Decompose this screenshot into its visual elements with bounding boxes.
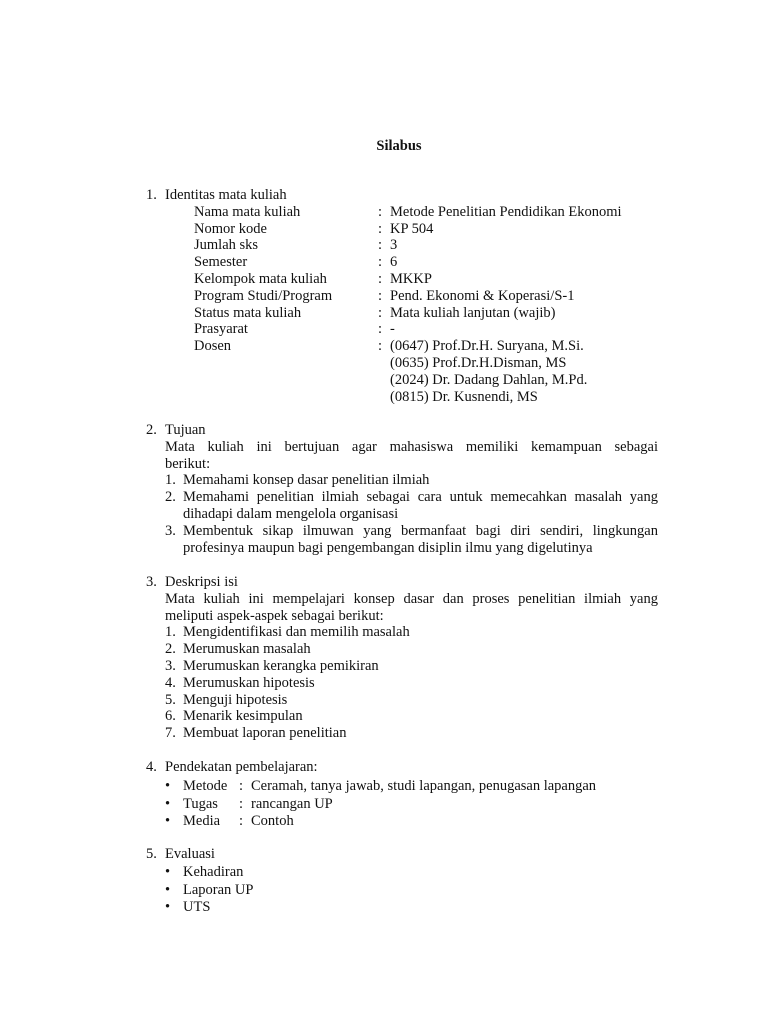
section-heading	[146, 846, 658, 863]
bullet-item	[165, 882, 658, 899]
section-number: 4.	[146, 759, 157, 775]
identity-label: Prasyarat	[194, 321, 248, 338]
bullet-label: Tugas	[183, 795, 218, 812]
bullet-value: rancangan UP	[251, 795, 333, 812]
bullet-item	[165, 778, 658, 795]
identity-row	[194, 204, 658, 221]
identity-value: MKKP	[390, 270, 432, 287]
list-number: 1.	[165, 472, 176, 489]
bullet-icon: •	[165, 863, 171, 880]
colon: :	[378, 321, 383, 338]
section-pendekatan	[146, 759, 658, 830]
colon: :	[378, 254, 383, 271]
identity-row	[194, 254, 658, 271]
bullet-value: Contoh	[251, 813, 294, 830]
identity-row	[194, 321, 658, 338]
section-deskripsi	[146, 574, 658, 742]
identity-label: Nomor kode	[194, 220, 267, 237]
colon: :	[378, 237, 383, 254]
colon: :	[239, 777, 244, 794]
list-number: 2.	[165, 489, 176, 506]
identity-label	[194, 389, 378, 406]
bullet-text: UTS	[183, 899, 211, 916]
colon: :	[378, 220, 383, 237]
identity-value: (0635) Prof.Dr.H.Disman, MS	[390, 354, 567, 371]
list-number: 2.	[165, 641, 176, 658]
intro-line: Mata kuliah ini bertujuan agar mahasiswa memiliki kemampuan sebagai	[165, 438, 658, 455]
bullet-text: Laporan UP	[183, 881, 254, 898]
identity-value: (2024) Dr. Dadang Dahlan, M.Pd.	[390, 371, 588, 388]
list-item-text: Memahami konsep dasar penelitian ilmiah	[183, 472, 430, 489]
intro-line: Mata kuliah ini mempelajari konsep dasar dan proses penelitian ilmiah yang	[165, 590, 658, 607]
identity-row	[194, 338, 658, 355]
list-item-text: Merumuskan masalah	[183, 641, 311, 658]
bullet-text: Kehadiran	[183, 863, 244, 880]
list-item-text: profesinya maupun bagi pengembangan disiplin ilmu yang digelutinya	[183, 539, 593, 556]
identity-label: Kelompok mata kuliah	[194, 270, 327, 287]
bullet-item	[165, 864, 658, 881]
list-item-text: Mengidentifikasi dan memilih masalah	[183, 624, 410, 641]
list-item-text: Merumuskan hipotesis	[183, 674, 315, 691]
section-title: Pendekatan pembelajaran:	[165, 759, 318, 775]
list-number: 6.	[165, 708, 176, 725]
list-item	[165, 472, 658, 489]
identity-row	[194, 372, 658, 389]
section-heading	[146, 759, 658, 776]
intro-line: berikut:	[165, 455, 211, 472]
list-number: 3.	[165, 522, 176, 539]
list-item	[165, 489, 658, 523]
bullet-value: Ceramah, tanya jawab, studi lapangan, penugasan lapangan	[251, 777, 597, 794]
list-item-text: dihadapi dalam mengelola organisasi	[183, 505, 399, 522]
identity-value: Metode Penelitian Pendidikan Ekonomi	[390, 203, 622, 220]
section-title: Evaluasi	[165, 846, 215, 862]
bullet-icon: •	[165, 899, 171, 916]
section-number: 3.	[146, 574, 157, 590]
colon: :	[378, 287, 383, 304]
section-identitas	[146, 187, 658, 405]
section-number: 5.	[146, 846, 157, 862]
section-heading	[146, 422, 658, 439]
list-item	[165, 641, 658, 658]
list-number: 4.	[165, 674, 176, 691]
section-body	[165, 591, 658, 742]
colon: :	[239, 795, 244, 812]
colon: :	[378, 304, 383, 321]
identity-row	[194, 288, 658, 305]
list-item	[165, 658, 658, 675]
list-item-text: Memahami penelitian ilmiah sebagai cara untuk memecahkan masalah yang	[183, 489, 658, 506]
bullet-item	[165, 899, 658, 916]
identity-row	[194, 389, 658, 406]
identity-row	[194, 221, 658, 238]
bullet-icon: •	[165, 813, 171, 830]
colon: :	[378, 203, 383, 220]
list-number: 1.	[165, 624, 176, 641]
page-title: Silabus	[376, 138, 422, 154]
list-item-text: Merumuskan kerangka pemikiran	[183, 657, 379, 674]
identity-value: Pend. Ekonomi & Koperasi/S-1	[390, 287, 575, 304]
identity-value: KP 504	[390, 220, 434, 237]
colon-spacer	[378, 389, 390, 406]
section-number: 1.	[146, 187, 157, 203]
list-item	[165, 675, 658, 692]
list-item-text: Membuat laporan penelitian	[183, 725, 347, 742]
identity-value: (0647) Prof.Dr.H. Suryana, M.Si.	[390, 338, 584, 355]
list-item-text: Membentuk sikap ilmuwan yang bermanfaat bagi diri sendiri, lingkungan	[183, 522, 658, 539]
identity-label	[194, 355, 378, 372]
list-item	[165, 725, 658, 742]
list-item	[165, 523, 658, 557]
identity-row	[194, 355, 658, 372]
section-title: Deskripsi isi	[165, 574, 238, 590]
identity-row	[194, 237, 658, 254]
colon: :	[378, 338, 383, 355]
identity-label: Program Studi/Program	[194, 287, 333, 304]
intro-line: meliputi aspek-aspek sebagai berikut:	[165, 607, 384, 624]
bullet-icon: •	[165, 795, 171, 812]
identity-value: -	[390, 321, 395, 338]
colon: :	[239, 813, 244, 830]
section-title: Tujuan	[165, 422, 206, 438]
list-number: 5.	[165, 691, 176, 708]
identity-value: 6	[390, 254, 398, 271]
bullet-label: Media	[183, 813, 221, 830]
section-tujuan	[146, 422, 658, 556]
colon: :	[378, 270, 383, 287]
section-evaluasi	[146, 846, 658, 916]
identity-label: Semester	[194, 254, 248, 271]
list-item	[165, 624, 658, 641]
list-item-text: Menarik kesimpulan	[183, 708, 303, 725]
list-item-text: Menguji hipotesis	[183, 691, 288, 708]
section-title: Identitas mata kuliah	[165, 187, 287, 203]
colon-spacer	[378, 355, 390, 372]
list-item	[165, 692, 658, 709]
section-number: 2.	[146, 422, 157, 438]
identity-label: Status mata kuliah	[194, 304, 302, 321]
section-body	[165, 778, 658, 830]
identity-value: (0815) Dr. Kusnendi, MS	[390, 388, 538, 405]
list-number: 7.	[165, 725, 176, 742]
identity-label: Nama mata kuliah	[194, 203, 301, 220]
bullet-label: Metode	[183, 777, 228, 794]
identity-row	[194, 305, 658, 322]
bullet-item	[165, 796, 658, 813]
identity-label: Jumlah sks	[194, 237, 259, 254]
identity-label: Dosen	[194, 338, 232, 355]
bullet-icon: •	[165, 777, 171, 794]
identity-label	[194, 372, 378, 389]
identity-value: Mata kuliah lanjutan (wajib)	[390, 304, 556, 321]
colon-spacer	[378, 372, 390, 389]
list-number: 3.	[165, 657, 176, 674]
identity-row	[194, 271, 658, 288]
section-body	[165, 864, 658, 916]
identity-value: 3	[390, 237, 398, 254]
section-body	[165, 439, 658, 557]
list-item	[165, 708, 658, 725]
section-heading	[146, 187, 658, 204]
bullet-item	[165, 813, 658, 830]
bullet-icon: •	[165, 881, 171, 898]
section-heading	[146, 574, 658, 591]
